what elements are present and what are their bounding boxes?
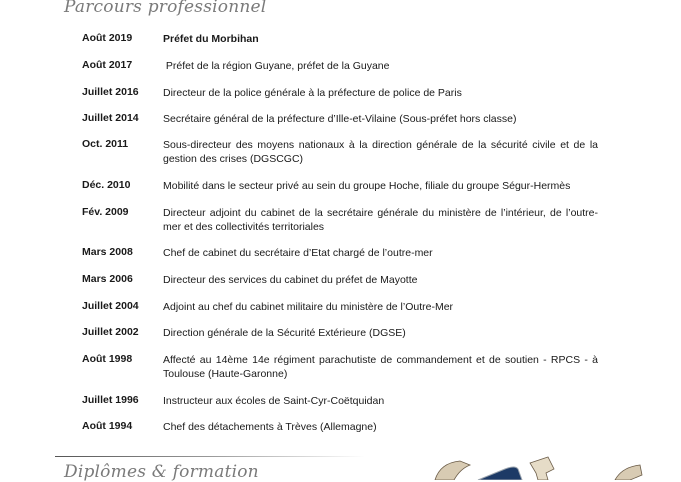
entry-description: Directeur adjoint du cabinet de la secrétaire générale du ministère de l’intérieur, de l’outre-mer et des collectivités territoriales	[163, 207, 598, 233]
blue-banner	[478, 467, 522, 480]
column-capital	[530, 457, 554, 480]
section-title-career: Parcours professionnel	[64, 0, 267, 17]
entry-description: Mobilité dans le secteur privé au sein du groupe Hoche, filiale du groupe Ségur-Hermès	[163, 180, 571, 192]
entry-date: Juillet 1996	[82, 394, 139, 406]
entry-date: Juillet 2002	[82, 326, 139, 338]
entry-description: Directeur de la police générale à la préfecture de police de Paris	[163, 87, 462, 99]
entry-description: Chef de cabinet du secrétaire d’Etat chargé de l’outre-mer	[163, 247, 433, 259]
entry-description: Chef des détachements à Trèves (Allemagne)	[163, 421, 377, 433]
entry-description: Secrétaire général de la préfecture d’Ille-et-Vilaine (Sous-préfet hors classe)	[163, 113, 517, 125]
entry-date: Mars 2006	[82, 273, 133, 285]
entry-description: Directeur des services du cabinet du préfet de Mayotte	[163, 274, 418, 286]
entry-date: Août 1998	[82, 353, 133, 365]
arch-ornament-right	[615, 465, 642, 480]
arch-ornament-left	[435, 461, 470, 480]
entry-description: Direction générale de la Sécurité Extérieure (DGSE)	[163, 327, 406, 339]
entry-description: Préfet du Morbihan	[163, 33, 259, 45]
section-divider	[55, 456, 365, 457]
entry-date: Juillet 2016	[82, 86, 139, 98]
entry-date: Juillet 2004	[82, 300, 139, 312]
entry-description: Préfet de la région Guyane, préfet de la Guyane	[163, 60, 390, 72]
entry-description: Affecté au 14ème 14e régiment parachutiste de commandement et de soutien - RPCS - à Toulouse (Haute-Garonne)	[163, 354, 598, 380]
entry-date: Août 2019	[82, 32, 133, 44]
section-title-education: Diplômes & formation	[64, 462, 259, 482]
entry-date: Août 1994	[82, 420, 133, 432]
entry-date: Déc. 2010	[82, 179, 131, 191]
entry-description: Sous-directeur des moyens nationaux à la direction générale de la sécurité civile et de la gestion des crises (DGSCGC)	[163, 139, 598, 165]
entry-date: Fév. 2009	[82, 206, 129, 218]
entry-date: Mars 2008	[82, 246, 133, 258]
architecture-illustration	[430, 455, 650, 480]
entry-description: Instructeur aux écoles de Saint-Cyr-Coëtquidan	[163, 395, 385, 407]
entry-date: Août 2017	[82, 59, 133, 71]
entry-date: Oct. 2011	[82, 138, 129, 150]
entry-date: Juillet 2014	[82, 112, 139, 124]
entry-description: Adjoint au chef du cabinet militaire du ministère de l’Outre-Mer	[163, 301, 454, 313]
